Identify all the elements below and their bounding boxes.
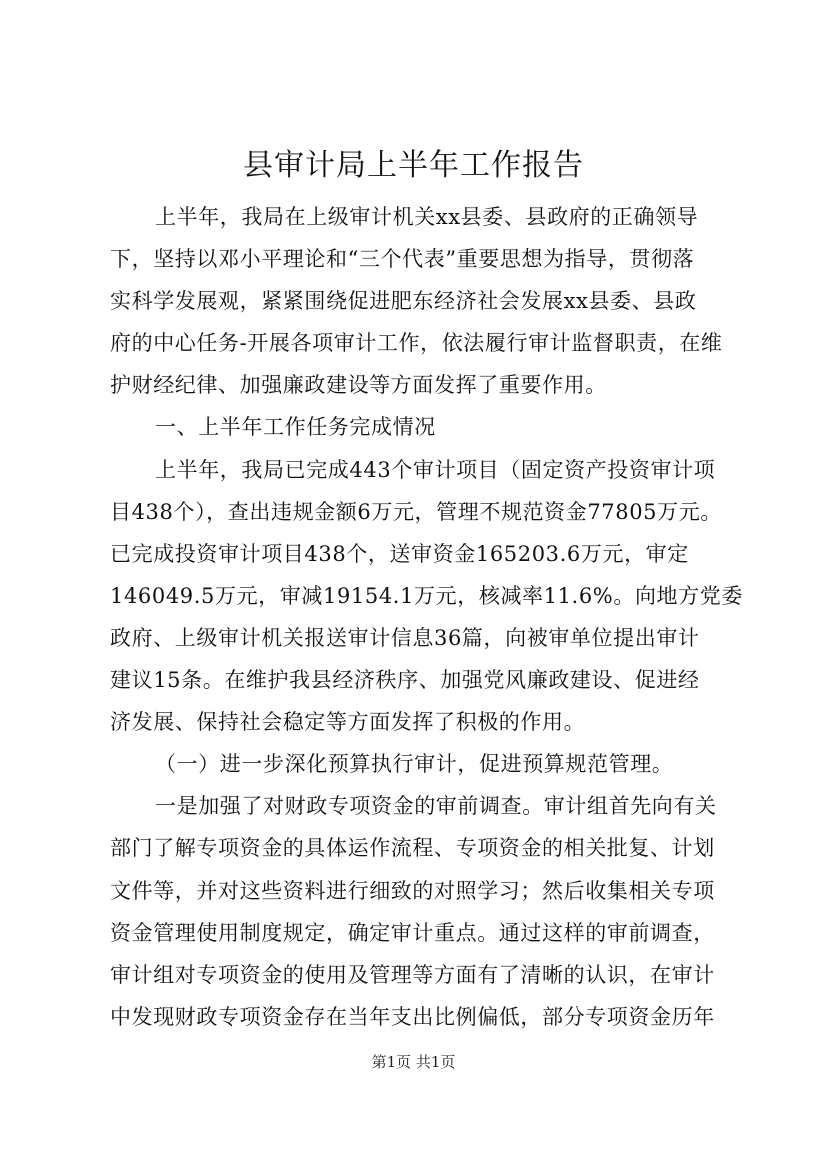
section-heading: 一、上半年工作任务完成情况 bbox=[155, 415, 436, 440]
body-line: 审计组对专项资金的使用及管理等方面有了清晰的认识，在审计 bbox=[110, 962, 715, 987]
body-line: 实科学发展观，紧紧围绕促进肥东经济社会发展xx县委、县政 bbox=[110, 289, 697, 314]
body-line: 济发展、保持社会稳定等方面发挥了积极的作用。 bbox=[110, 710, 586, 735]
body-line: 资金管理使用制度规定，确定审计重点。通过这样的审前调查， bbox=[110, 920, 715, 945]
body-line: 建议15条。在维护我县经济秩序、加强党风廉政建设、促进经 bbox=[110, 668, 700, 693]
document-title: 县审计局上半年工作报告 bbox=[243, 148, 584, 183]
body-line: 上半年，我局已完成443个审计项目（固定资产投资审计项 bbox=[155, 457, 716, 482]
body-line: 府的中心任务-开展各项审计工作，依法履行审计监督职责，在维 bbox=[110, 331, 723, 356]
body-line: 目438个），查出违规金额6万元，管理不规范资金77805万元。 bbox=[110, 499, 722, 524]
document-body bbox=[110, 196, 743, 1038]
body-line: 部门了解专项资金的具体运作流程、专项资金的相关批复、计划 bbox=[110, 836, 715, 861]
page-number-footer: 第1页 共1页 bbox=[371, 1053, 456, 1071]
body-line: 文件等，并对这些资料进行细致的对照学习；然后收集相关专项 bbox=[110, 878, 715, 903]
body-line: 已完成投资审计项目438个，送审资金165203.6万元，审定 bbox=[110, 541, 689, 566]
body-line: 护财经纪律、加强廉政建设等方面发挥了重要作用。 bbox=[110, 373, 607, 398]
subsection-heading: （一）进一步深化预算执行审计，促进预算规范管理。 bbox=[155, 752, 674, 777]
body-line: 政府、上级审计机关报送审计信息36篇，向被审单位提出审计 bbox=[110, 625, 700, 650]
body-line: 中发现财政专项资金存在当年支出比例偏低，部分专项资金历年 bbox=[110, 1004, 715, 1029]
body-line: 146049.5万元，审减19154.1万元，核减率11.6%。向地方党委 bbox=[110, 583, 743, 608]
body-line: 一是加强了对财政专项资金的审前调查。审计组首先向有关 bbox=[155, 794, 717, 819]
body-line: 上半年，我局在上级审计机关xx县委、县政府的正确领导 bbox=[155, 205, 699, 229]
body-line: 下，坚持以邓小平理论和“三个代表”重要思想为指导，贯彻落 bbox=[110, 247, 695, 272]
